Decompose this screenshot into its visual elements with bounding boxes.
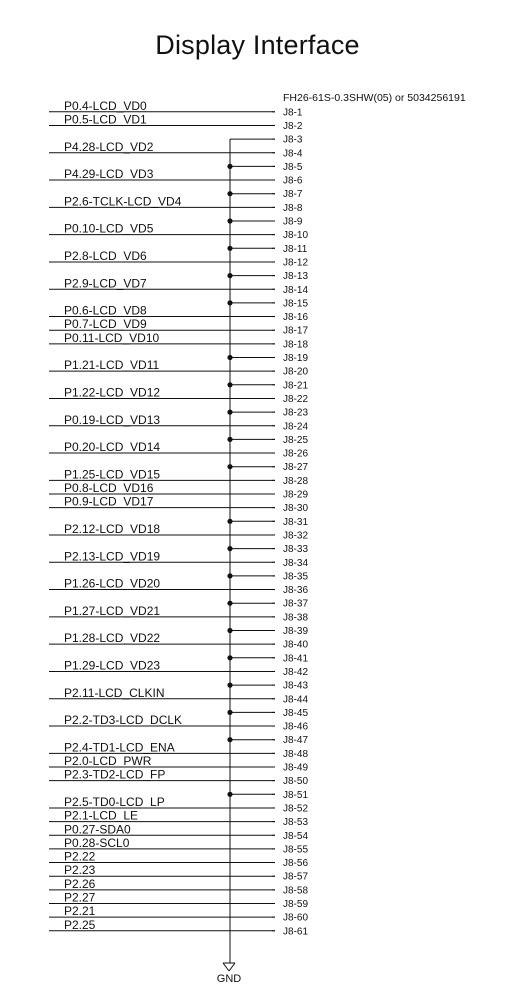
pin-label: J8-28 <box>283 475 309 487</box>
junction-dot <box>227 246 232 251</box>
signal-wires <box>49 99 275 932</box>
pin-label: J8-9 <box>283 216 303 228</box>
junction-dot <box>227 601 232 606</box>
pin-label: J8-5 <box>283 161 303 173</box>
signal-label: P1.21-LCD_VD11 <box>64 358 160 373</box>
pin-label: J8-18 <box>283 339 309 351</box>
junction-dot <box>227 573 232 578</box>
ground-symbol-right <box>229 963 235 971</box>
signal-label: P2.3-TD2-LCD_FP <box>64 767 166 782</box>
pin-label: J8-39 <box>283 626 309 637</box>
signal-label: P0.19-LCD_VD13 <box>64 412 161 427</box>
pin-label: J8-27 <box>283 462 309 474</box>
signal-label: P1.25-LCD_VD15 <box>64 467 161 482</box>
signal-label: P2.21 <box>64 904 96 919</box>
junction-dot <box>227 737 232 742</box>
pin-label: J8-58 <box>283 885 309 897</box>
pin-label: J8-12 <box>283 257 309 269</box>
pin-label: J8-49 <box>283 762 309 774</box>
junction-dot <box>227 410 232 415</box>
pin-label: J8-25 <box>283 434 309 446</box>
pin-label: J8-40 <box>283 639 309 651</box>
pin-label: J8-11 <box>283 243 308 255</box>
signal-label: P0.9-LCD_VD17 <box>64 494 154 509</box>
pin-label: J8-20 <box>283 366 309 378</box>
signal-label: P2.5-TD0-LCD_LP <box>64 794 165 809</box>
signal-label: P2.2-TD3-LCD_DCLK <box>64 713 183 728</box>
pin-label: J8-3 <box>283 134 303 146</box>
pin-label: J8-56 <box>283 858 309 870</box>
pin-label: J8-24 <box>283 421 309 433</box>
signal-label: P4.29-LCD_VD3 <box>64 167 154 182</box>
junction-dot <box>227 628 232 633</box>
junction-dot <box>227 437 232 442</box>
signal-label: P2.4-TD1-LCD_ENA <box>64 740 175 755</box>
junction-dot <box>227 464 232 469</box>
pin-label: J8-21 <box>283 380 309 392</box>
pin-label: J8-53 <box>283 817 309 829</box>
pin-label: J8-14 <box>283 284 309 296</box>
junction-dot <box>227 546 232 551</box>
ground-symbol <box>217 963 242 985</box>
signal-label: P0.20-LCD_VD14 <box>64 440 161 455</box>
pin-label: J8-52 <box>283 803 309 815</box>
signal-label: P2.9-LCD_VD7 <box>64 276 147 291</box>
pin-label: J8-46 <box>283 721 309 733</box>
pin-label: J8-34 <box>283 557 309 569</box>
signal-label: P1.22-LCD_VD12 <box>64 385 161 400</box>
signal-label: P0.28-SCL0 <box>64 835 130 850</box>
signal-label: P2.27 <box>64 890 96 905</box>
junction-dot <box>227 710 232 715</box>
junction-dot <box>227 519 232 524</box>
signal-label: P0.27-SDA0 <box>64 822 131 837</box>
pin-label: J8-57 <box>283 871 309 883</box>
pin-label: J8-6 <box>283 175 303 187</box>
signal-label: P0.11-LCD_VD10 <box>64 330 160 345</box>
signal-label: P2.13-LCD_VD19 <box>64 549 161 564</box>
signal-label: P4.28-LCD_VD2 <box>64 139 154 154</box>
pin-label: J8-15 <box>283 298 309 310</box>
pin-label: J8-41 <box>283 653 309 665</box>
junction-dot <box>227 655 232 660</box>
ground-symbol-left <box>223 963 229 971</box>
junction-dot <box>227 683 232 688</box>
junction-dot <box>227 300 232 305</box>
pin-label: J8-59 <box>283 899 309 910</box>
junction-dot <box>227 191 232 196</box>
signal-label: P2.6-TCLK-LCD_VD4 <box>64 194 182 209</box>
pin-label: J8-26 <box>283 448 309 460</box>
signal-label: P1.27-LCD_VD21 <box>64 603 161 618</box>
signal-label: P0.4-LCD_VD0 <box>64 98 147 113</box>
junction-dot <box>227 273 232 278</box>
ground-bus <box>227 139 275 963</box>
junction-dot <box>227 382 232 387</box>
signal-label: P0.7-LCD_VD9 <box>64 317 147 332</box>
signal-label: P2.11-LCD_CLKIN <box>64 685 165 700</box>
pin-label: J8-37 <box>283 598 309 610</box>
signal-label: P1.26-LCD_VD20 <box>64 576 161 591</box>
junction-dot <box>227 792 232 797</box>
signal-label: P1.29-LCD_VD23 <box>64 658 161 673</box>
signal-label: P2.1-LCD_LE <box>64 808 139 823</box>
pin-label: J8-30 <box>283 503 309 515</box>
pin-label: J8-44 <box>283 694 309 706</box>
pin-label: J8-54 <box>283 830 309 842</box>
signal-label: P2.26 <box>64 876 96 891</box>
pin-label: J8-42 <box>283 666 309 678</box>
pin-label: J8-19 <box>283 353 309 364</box>
junction-dot <box>227 218 232 223</box>
pin-label: J8-36 <box>283 585 309 597</box>
page-title: Display Interface <box>155 30 360 60</box>
pin-label: J8-22 <box>283 393 309 405</box>
signal-label: P0.8-LCD_VD16 <box>64 481 154 495</box>
pin-label: J8-17 <box>283 325 309 337</box>
signal-label: P2.23 <box>64 863 96 878</box>
pin-label: J8-51 <box>283 789 309 801</box>
signal-label: P0.10-LCD_VD5 <box>64 221 154 236</box>
pin-label: J8-23 <box>283 407 309 419</box>
pin-label: J8-61 <box>283 926 309 938</box>
junction-dot <box>227 355 232 360</box>
pin-label: J8-43 <box>283 680 309 692</box>
pin-label: J8-29 <box>283 489 309 501</box>
connector-pins <box>272 107 308 937</box>
pin-label: J8-55 <box>283 844 309 856</box>
signal-label: P0.5-LCD_VD1 <box>64 112 147 127</box>
pin-label: J8-50 <box>283 776 309 788</box>
pin-label: J8-8 <box>283 202 303 214</box>
signal-label: P1.28-LCD_VD22 <box>64 631 161 646</box>
signal-label: P2.0-LCD_PWR <box>64 754 152 768</box>
pin-label: J8-38 <box>283 612 309 624</box>
junction-dot <box>227 164 232 169</box>
pin-label: J8-16 <box>283 312 309 324</box>
connector-part-number: FH26-61S-0.3SHW(05) or 5034256191 <box>283 92 466 104</box>
signal-label: P2.12-LCD_VD18 <box>64 521 161 536</box>
signal-label: P0.6-LCD_VD8 <box>64 303 147 318</box>
pin-label: J8-35 <box>283 571 309 583</box>
signal-label: P2.22 <box>64 849 96 864</box>
pin-label: J8-31 <box>283 516 309 528</box>
pin-label: J8-45 <box>283 707 309 719</box>
pin-label: J8-1 <box>283 107 303 119</box>
signal-label: P2.25 <box>64 917 96 932</box>
pin-label: J8-33 <box>283 544 309 556</box>
pin-label: J8-7 <box>283 189 303 201</box>
pin-label: J8-10 <box>283 230 309 242</box>
ground-label: GND <box>216 973 242 985</box>
signal-label: P2.8-LCD_VD6 <box>64 248 147 263</box>
pin-label: J8-48 <box>283 748 309 760</box>
pin-label: J8-4 <box>283 148 303 160</box>
pin-label: J8-13 <box>283 271 309 283</box>
pin-label: J8-60 <box>283 912 309 924</box>
pin-label: J8-2 <box>283 120 303 132</box>
pin-label: J8-32 <box>283 530 309 542</box>
pin-label: J8-47 <box>283 735 309 747</box>
